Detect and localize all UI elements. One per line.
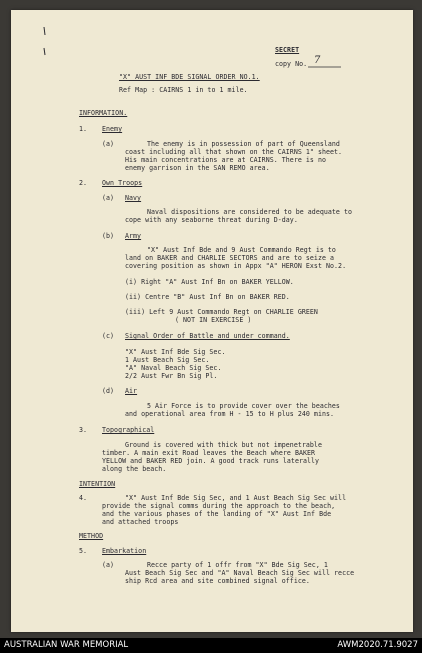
section-2d-label: (d) [102,387,115,395]
section-4-line: and attached troops [102,518,179,526]
section-2b-item-i: (i) Right "A" Aust Inf Bn on BAKER YELLOW. [125,278,294,286]
section-1a-line: enemy garrison in the SAN REMO area. [125,164,270,172]
copy-number-label: copy No. [275,60,308,68]
section-1a-line: His main concentrations are at CAIRNS. There is no [125,156,326,164]
section-1-number: 1. [79,125,88,133]
section-3-line: along the beach. [102,465,167,473]
section-2a-label: (a) [102,194,115,202]
section-2b-item-ii: (ii) Centre "B" Aust Inf Bn on BAKER RED. [125,293,290,301]
section-2a-line: cope with any seaborne threat during D-day. [125,216,298,224]
footer-accession-number: AWM2020.71.9027 [337,640,418,650]
pin-mark [44,48,45,55]
signal-order-item: 1 Aust Beach Sig Sec. [125,356,210,364]
intention-heading: INTENTION [79,480,116,488]
reference-map: Ref Map : CAIRNS 1 in to 1 mile. [119,86,248,94]
section-2d-line: and operational area from H - 15 to H plus 240 mins. [125,410,335,418]
section-3-number: 3. [79,426,88,434]
section-1a-line: coast including all that shown on the CAIRNS 1" sheet. [125,148,343,156]
information-heading: INFORMATION. [79,109,128,117]
section-2b-label: (b) [102,232,115,240]
section-1-heading: Enemy [102,125,123,133]
signal-order-item: "A" Naval Beach Sig Sec. [125,364,222,372]
section-2b-heading: Army [125,232,142,240]
section-3-heading: Topographical [102,426,155,434]
section-1a-line: The enemy is in possession of part of Queensland [147,140,340,148]
section-4-number: 4. [79,494,88,502]
section-5a-line: Aust Beach Sig Sec and "A" Naval Beach Sig Sec will recce [125,569,355,577]
section-3-line: timber. A main exit Road leaves the Beach where BAKER [102,449,316,457]
section-2a-line: Naval dispositions are considered to be adequate to [147,208,353,216]
section-1a-label: (a) [102,140,115,148]
signal-order-item: "X" Aust Inf Bde Sig Sec. [125,348,226,356]
section-2-heading: Own Troops [102,179,143,187]
method-heading: METHOD [79,532,104,540]
section-2b-line: covering position as shown in Appx "A" HERON Exst No.2. [125,262,347,270]
section-5a-line: Recce party of 1 offr from "X" Bde Sig Sec, 1 [147,561,328,569]
section-4-line: and the various phases of the landing of "X" Aust Inf Bde [102,510,332,518]
section-2c-heading: Signal Order of Battle and under command. [125,332,290,340]
section-2d-heading: Air [125,387,138,395]
section-4-line: "X" Aust Inf Bde Sig Sec, and 1 Aust Beach Sig Sec will [125,494,347,502]
section-2a-heading: Navy [125,194,142,202]
footer-institution: AUSTRALIAN WAR MEMORIAL [4,640,129,650]
section-2c-label: (c) [102,332,115,340]
section-2b-line: land on BAKER and CHARLIE SECTORS and are to seize a [125,254,335,262]
classification-label: SECRET [275,46,300,54]
section-2d-line: 5 Air Force is to provide cover over the beaches [147,402,340,410]
archive-footer [0,638,422,653]
section-4-line: provide the signal comms during the approach to the beach, [102,502,336,510]
section-2b-item-iii: (iii) Left 9 Aust Commando Regt on CHARLIE GREEN [125,308,318,316]
signal-order-item: 2/2 Aust Fwr Bn Sig Pl. [125,372,218,380]
section-5-heading: Embarkation [102,547,147,555]
pin-mark [44,27,45,35]
document-title: "X" AUST INF BDE SIGNAL ORDER NO.1. [119,73,260,81]
section-2b-line: "X" Aust Inf Bde and 9 Aust Commando Regt is to [147,246,336,254]
section-5a-line: ship Rcd area and site combined signal office. [125,577,310,585]
section-2b-item-iii-note: ( NOT IN EXERCISE ) [175,316,252,324]
section-2-number: 2. [79,179,88,187]
section-5a-label: (a) [102,561,115,569]
section-5-number: 5. [79,547,88,555]
section-3-line: YELLOW and BAKER RED join. A good track runs laterally [102,457,320,465]
section-3-line: Ground is covered with thick but not impenetrable [125,441,322,449]
document-page [11,10,413,632]
copy-number-value: 7 [314,55,321,66]
